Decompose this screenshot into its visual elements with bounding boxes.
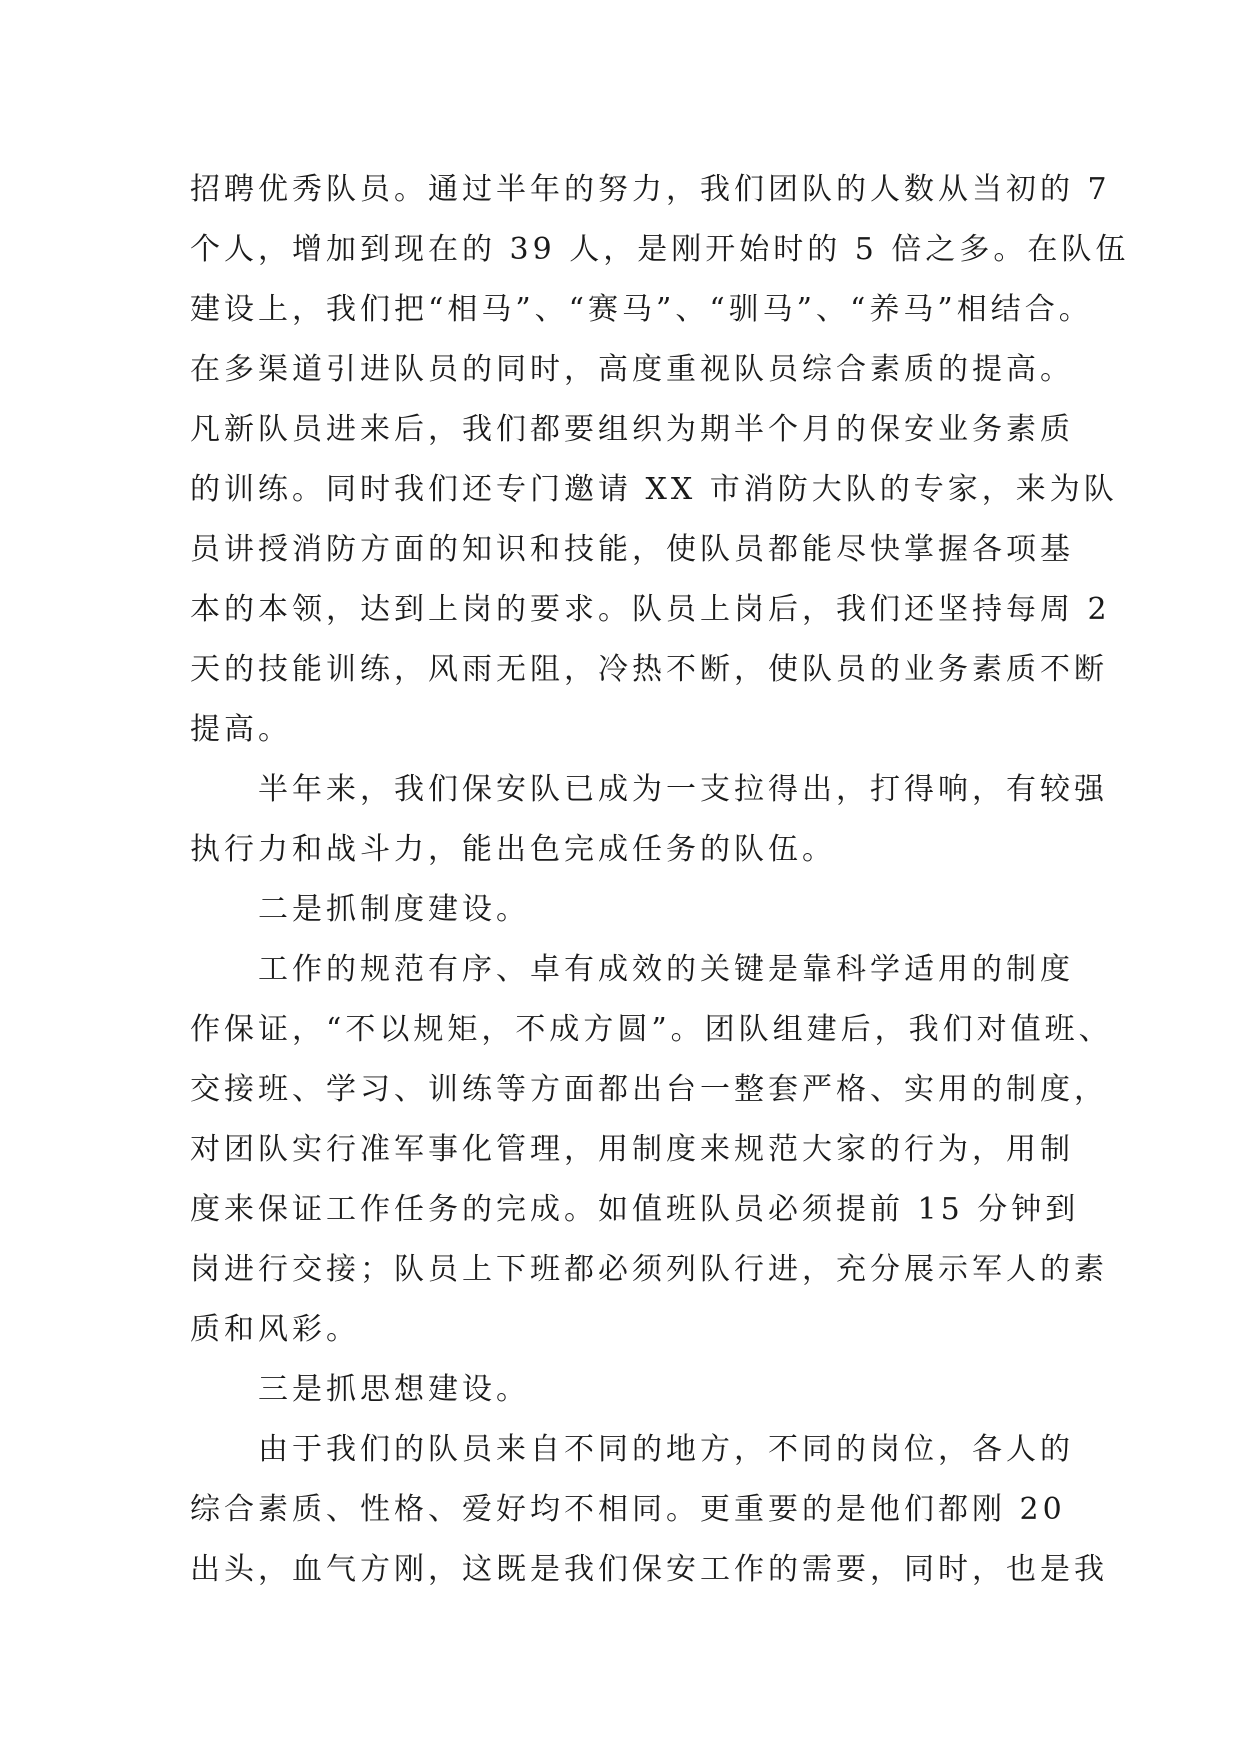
text-line: 提高。: [190, 712, 292, 747]
text-line: 岗进行交接；队员上下班都必须列队行进，充分展示军人的素: [190, 1252, 1108, 1287]
text-line: 执行力和战斗力，能出色完成任务的队伍。: [190, 832, 836, 867]
text-line: 质和风彩。: [190, 1312, 360, 1347]
text-line: 工作的规范有序、卓有成效的关键是靠科学适用的制度: [258, 952, 1074, 987]
text-line: 由于我们的队员来自不同的地方，不同的岗位，各人的: [258, 1432, 1074, 1467]
text-line: 综合素质、性格、爱好均不相同。更重要的是他们都刚 20: [190, 1492, 1066, 1527]
text-line: 二是抓制度建设。: [258, 892, 530, 927]
text-line: 三是抓思想建设。: [258, 1372, 530, 1407]
text-line: 员讲授消防方面的知识和技能，使队员都能尽快掌握各项基: [190, 532, 1074, 567]
text-line: 的训练。同时我们还专门邀请 XX 市消防大队的专家，来为队: [190, 472, 1118, 507]
text-line: 作保证，“不以规矩，不成方圆”。团队组建后，我们对值班、: [190, 1012, 1113, 1047]
text-line: 对团队实行准军事化管理，用制度来规范大家的行为，用制: [190, 1132, 1074, 1167]
text-line: 个人，增加到现在的 39 人，是刚开始时的 5 倍之多。在队伍: [190, 232, 1130, 267]
text-line: 凡新队员进来后，我们都要组织为期半个月的保安业务素质: [190, 412, 1074, 447]
text-line: 在多渠道引进队员的同时，高度重视队员综合素质的提高。: [190, 352, 1074, 387]
text-line: 本的本领，达到上岗的要求。队员上岗后，我们还坚持每周 2: [190, 592, 1111, 627]
text-line: 度来保证工作任务的完成。如值班队员必须提前 15 分钟到: [190, 1192, 1080, 1227]
document-body: [190, 160, 1130, 1600]
text-line: 出头，血气方刚，这既是我们保安工作的需要，同时，也是我: [190, 1552, 1108, 1587]
text-line: 招聘优秀队员。通过半年的努力，我们团队的人数从当初的 7: [190, 172, 1111, 207]
text-line: 交接班、学习、训练等方面都出台一整套严格、实用的制度，: [190, 1072, 1108, 1107]
text-line: 天的技能训练，风雨无阻，冷热不断，使队员的业务素质不断: [190, 652, 1108, 687]
text-line: 建设上，我们把“相马”、“赛马”、“驯马”、“养马”相结合。: [190, 292, 1093, 327]
text-line: 半年来，我们保安队已成为一支拉得出，打得响，有较强: [258, 772, 1108, 807]
